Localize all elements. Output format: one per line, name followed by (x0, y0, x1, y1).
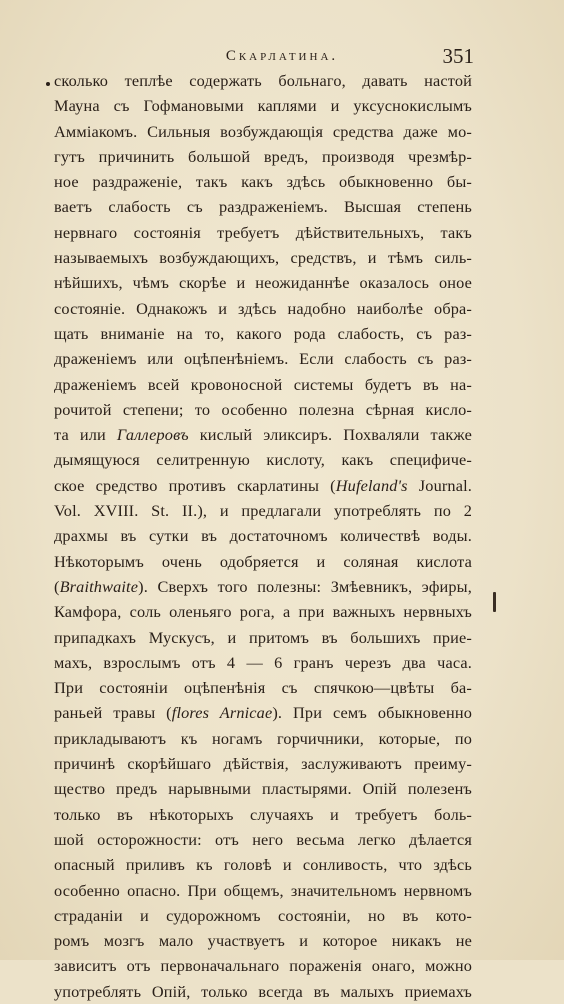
text-line (54, 321, 472, 346)
text-segment: кислый эликсиръ. Похваляли также (188, 425, 472, 445)
text-line (54, 397, 472, 422)
text-segment: страданiи и судорожномъ состоянiи, но въ кото- (54, 905, 472, 925)
margin-dot (46, 82, 50, 86)
text-segment: прикладываютъ къ ногамъ горчичники, которые, по (54, 728, 472, 748)
text-segment: ). Сверхъ того полезны: Змѣевникъ, эфиры, (138, 576, 472, 596)
text-line (54, 68, 472, 93)
text-line (54, 675, 472, 700)
text-segment: драхмы въ сутки въ достаточномъ количествѣ воды. (54, 526, 472, 546)
text-line (54, 447, 472, 472)
text-segment: ромъ мозгъ мало участвуетъ и которое никакъ не (54, 931, 472, 951)
text-segment: Journal. (407, 475, 472, 495)
text-segment: Аммiакомъ. Сильныя возбуждающiя средства даже мо- (54, 121, 472, 141)
text-line (54, 726, 472, 751)
text-segment: нѣйшихъ, чѣмъ скорѣе и неожиданнѣе оказалось оное (54, 273, 472, 293)
text-segment: щество предъ нарывными пластырями. Опiй полезенъ (54, 779, 472, 799)
text-line (54, 953, 472, 978)
text-line (54, 751, 472, 776)
text-segment: рочитой степени; то особенно полезна сѣрная кисло- (54, 399, 472, 419)
text-line (54, 599, 472, 624)
text-segment: называемыхъ возбуждающихъ, средствъ, и тѣмъ силь- (54, 248, 472, 268)
text-segment: Мауна съ Гофмановыми каплями и уксуснокислымъ (54, 96, 472, 116)
page-number: 351 (442, 44, 474, 68)
text-line (54, 498, 472, 523)
text-line (54, 372, 472, 397)
text-segment: Vol. XVIII. St. II.), и предлагали употреблять по 2 (54, 501, 472, 521)
text-segment: махъ, взрослымъ отъ 4 — 6 гранъ черезъ два часа. (54, 652, 472, 672)
text-segment: только въ нѣкоторыхъ случаяхъ и требуетъ боль- (54, 804, 472, 824)
text-line (54, 827, 472, 852)
text-segment: опасный приливъ къ головѣ и сонливость, что здѣсь (54, 855, 472, 875)
text-segment: употреблять Опiй, только всегда въ малыхъ приемахъ (54, 981, 472, 1001)
text-line (54, 473, 472, 498)
text-segment: дымящуюся селитренную кислоту, какъ специфиче- (54, 450, 472, 470)
body-text (54, 68, 472, 1004)
text-segment: При состоянiи оцѣпенѣнiя съ спячкою—цвѣты ба- (54, 678, 472, 698)
text-segment: гутъ причинить большой вредъ, производя чрезмѣр- (54, 146, 472, 166)
text-line (54, 169, 472, 194)
text-segment: драженiемъ или оцѣпенѣнiемъ. Если слабость съ раз- (54, 349, 472, 369)
text-segment: причинѣ скорѣйшаго дѣйствiя, заслуживаютъ преиму- (54, 754, 472, 774)
text-segment: особенно опасно. При общемъ, значительномъ нервномъ (54, 880, 472, 900)
italic-text: Hufeland's (335, 475, 408, 495)
text-segment: раньей травы ( (54, 703, 172, 723)
text-line (54, 523, 472, 548)
text-line (54, 422, 472, 447)
italic-text: flores Arnicae (171, 703, 273, 723)
text-segment: ваетъ слабость съ раздраженiемъ. Высшая степень (54, 197, 472, 217)
text-line (54, 802, 472, 827)
text-segment: состоянiе. Однакожъ и здѣсь надобно наиболѣе обра- (54, 298, 472, 318)
text-segment: щать вниманiе на то, какого рода слабость, съ раз- (54, 323, 472, 343)
text-segment: ( (54, 576, 60, 596)
text-line (54, 625, 472, 650)
text-line (54, 852, 472, 877)
text-segment: драженiемъ всей кровоносной системы будетъ въ на- (54, 374, 472, 394)
margin-mark (493, 592, 496, 612)
text-line (54, 270, 472, 295)
text-line (54, 574, 472, 599)
text-line (54, 700, 472, 725)
text-line (54, 903, 472, 928)
text-segment: ное раздраженiе, такъ какъ здѣсь обыкновенно бы- (54, 172, 472, 192)
text-line (54, 878, 472, 903)
text-segment: ). При семъ обыкновенно (272, 703, 473, 723)
text-line (54, 93, 472, 118)
text-segment: нервнаго состоянiя требуетъ дѣйствительныхъ, такъ (54, 222, 472, 242)
running-title: Скарлатина. (225, 48, 339, 64)
text-line (54, 245, 472, 270)
text-line (54, 119, 472, 144)
text-segment: та или (54, 425, 117, 445)
text-line (54, 144, 472, 169)
text-segment: Камфора, соль оленьяго рога, а при важныхъ нервныхъ (54, 602, 472, 622)
italic-text: Галлеровъ (116, 425, 189, 445)
text-line (54, 346, 472, 371)
page-header (0, 44, 564, 68)
text-segment: припадкахъ Мускусъ, и притомъ въ большихъ прие- (54, 627, 472, 647)
text-segment: шой осторожности: отъ него весьма легко дѣлается (54, 829, 472, 849)
text-line (54, 296, 472, 321)
text-segment: ское средство противъ скарлатины ( (54, 475, 336, 495)
text-line (54, 650, 472, 675)
text-line (54, 194, 472, 219)
text-line (54, 220, 472, 245)
text-line (54, 979, 472, 1004)
text-line (54, 776, 472, 801)
text-line (54, 928, 472, 953)
text-segment: зависитъ отъ первоначальнаго пораженiя онаго, можно (54, 956, 472, 976)
italic-text: Braithwaite (59, 576, 139, 596)
text-line (54, 549, 472, 574)
text-segment: сколько теплѣе содержать больнаго, давать настой (54, 71, 472, 90)
text-segment: Нѣкоторымъ очень одобряется и соляная кислота (54, 551, 472, 571)
